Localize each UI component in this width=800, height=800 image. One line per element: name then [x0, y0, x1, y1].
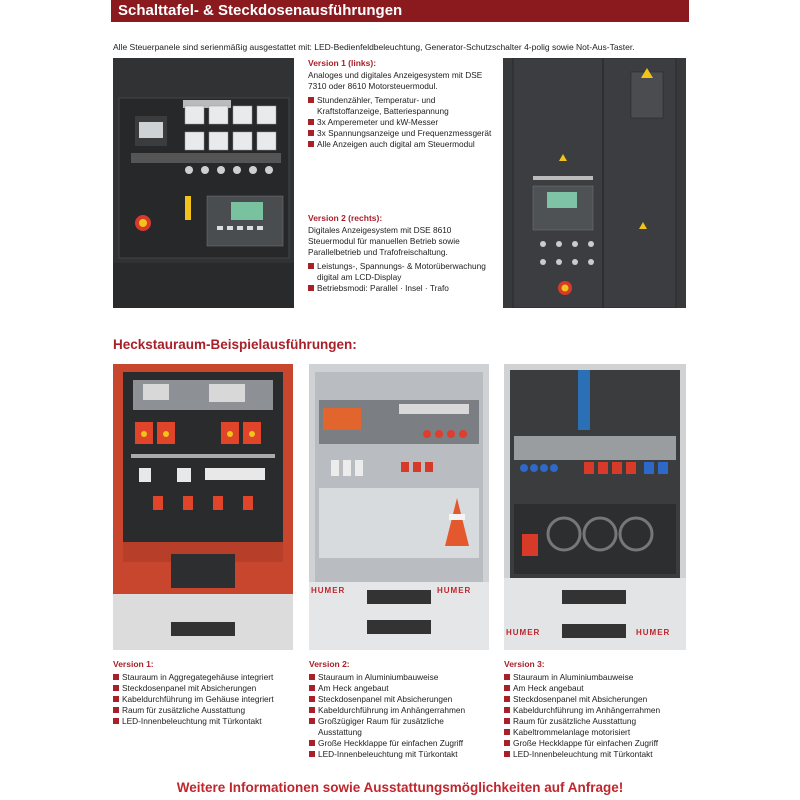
list-item: Kabeldurchführung im Anhängerrahmen	[309, 705, 494, 716]
rear-v1-list	[113, 672, 298, 727]
list-item: Kabeltrommelanlage motorisiert	[504, 727, 689, 738]
list-item: Kabeldurchführung im Anhängerrahmen	[504, 705, 689, 716]
panel-v1-desc: Analoges und digitales Anzeigesystem mit DSE 7310 oder 8610 Motorsteuermodul.	[308, 70, 483, 91]
list-item: Stauraum in Aluminiumbauweise	[504, 672, 689, 683]
list-item: Großzügiger Raum für zusätzliche Ausstattung	[309, 716, 468, 738]
list-item: Stundenzähler, Temperatur- und Kraftstoffanzeige, Batteriespannung	[308, 95, 498, 117]
control-panel-v1-photo	[113, 58, 294, 308]
rear-v3-text-block	[504, 659, 689, 760]
list-item: Steckdosenpanel mit Absicherungen	[504, 694, 689, 705]
list-item: Betriebsmodi: Parallel · Insel · Trafo	[308, 283, 498, 294]
intro-text: Alle Steuerpanele sind serienmäßig ausgestattet mit: LED-Bedienfeldbeleuchtung, Generator-Schutzschalter 4-polig sowie Not-Aus-Taster.	[113, 42, 635, 52]
section-title-rear-storage: Heckstauraum-Beispielausführungen:	[113, 337, 357, 352]
rear-v2-list	[309, 672, 494, 760]
page-title: Schalttafel- & Steckdosenausführungen	[118, 2, 403, 19]
rear-v1-text-block	[113, 659, 298, 727]
list-item: Stauraum in Aggregategehäuse integriert	[113, 672, 298, 683]
rear-v2-title: Version 2:	[309, 659, 350, 669]
list-item: Am Heck angebaut	[504, 683, 689, 694]
panel-v2-desc: Digitales Anzeigesystem mit DSE 8610 Steuermodul für manuellen Betrieb sowie Parallelbetrieb und Trafofreischaltung.	[308, 225, 460, 257]
panel-v1-title: Version 1 (links):	[308, 58, 377, 68]
list-item: Leistungs-, Spannungs- & Motorüberwachung digital am LCD-Display	[308, 261, 498, 283]
brand-label: HUMER	[636, 628, 671, 637]
rear-v3-title: Version 3:	[504, 659, 545, 669]
list-item: Große Heckklappe für einfachen Zugriff	[504, 738, 689, 749]
panel-v2-text-block	[308, 213, 498, 294]
list-item: Kabeldurchführung im Gehäuse integriert	[113, 694, 298, 705]
rear-storage-v2-photo	[309, 364, 489, 650]
list-item: Alle Anzeigen auch digital am Steuermodul	[308, 139, 498, 150]
panel-v2-list	[308, 261, 498, 294]
panel-v1-text-block	[308, 58, 498, 150]
list-item: Raum für zusätzliche Ausstattung	[113, 705, 298, 716]
list-item: Steckdosenpanel mit Absicherungen	[309, 694, 494, 705]
footer-note: Weitere Informationen sowie Ausstattungsmöglichkeiten auf Anfrage!	[176, 780, 624, 795]
brand-label: HUMER	[506, 628, 541, 637]
panel-v2-title: Version 2 (rechts):	[308, 213, 383, 223]
list-item: Steckdosenpanel mit Absicherungen	[113, 683, 298, 694]
list-item: Große Heckklappe für einfachen Zugriff	[309, 738, 494, 749]
brand-label: HUMER	[437, 586, 472, 595]
rear-storage-v3-photo	[504, 364, 686, 650]
list-item: Raum für zusätzliche Ausstattung	[504, 716, 689, 727]
list-item: 3x Amperemeter und kW-Messer	[308, 117, 498, 128]
rear-v2-text-block	[309, 659, 494, 760]
list-item: Am Heck angebaut	[309, 683, 494, 694]
list-item: Stauraum in Aluminiumbauweise	[309, 672, 494, 683]
list-item: LED-Innenbeleuchtung mit Türkontakt	[504, 749, 689, 760]
brand-label: HUMER	[311, 586, 346, 595]
list-item: LED-Innenbeleuchtung mit Türkontakt	[309, 749, 494, 760]
rear-v1-title: Version 1:	[113, 659, 154, 669]
rear-v3-list	[504, 672, 689, 760]
list-item: LED-Innenbeleuchtung mit Türkontakt	[113, 716, 298, 727]
rear-storage-v1-photo	[113, 364, 293, 650]
control-panel-v2-photo	[503, 58, 686, 308]
panel-v1-list	[308, 95, 498, 150]
list-item: 3x Spannungsanzeige und Frequenzmessgerät	[308, 128, 498, 139]
